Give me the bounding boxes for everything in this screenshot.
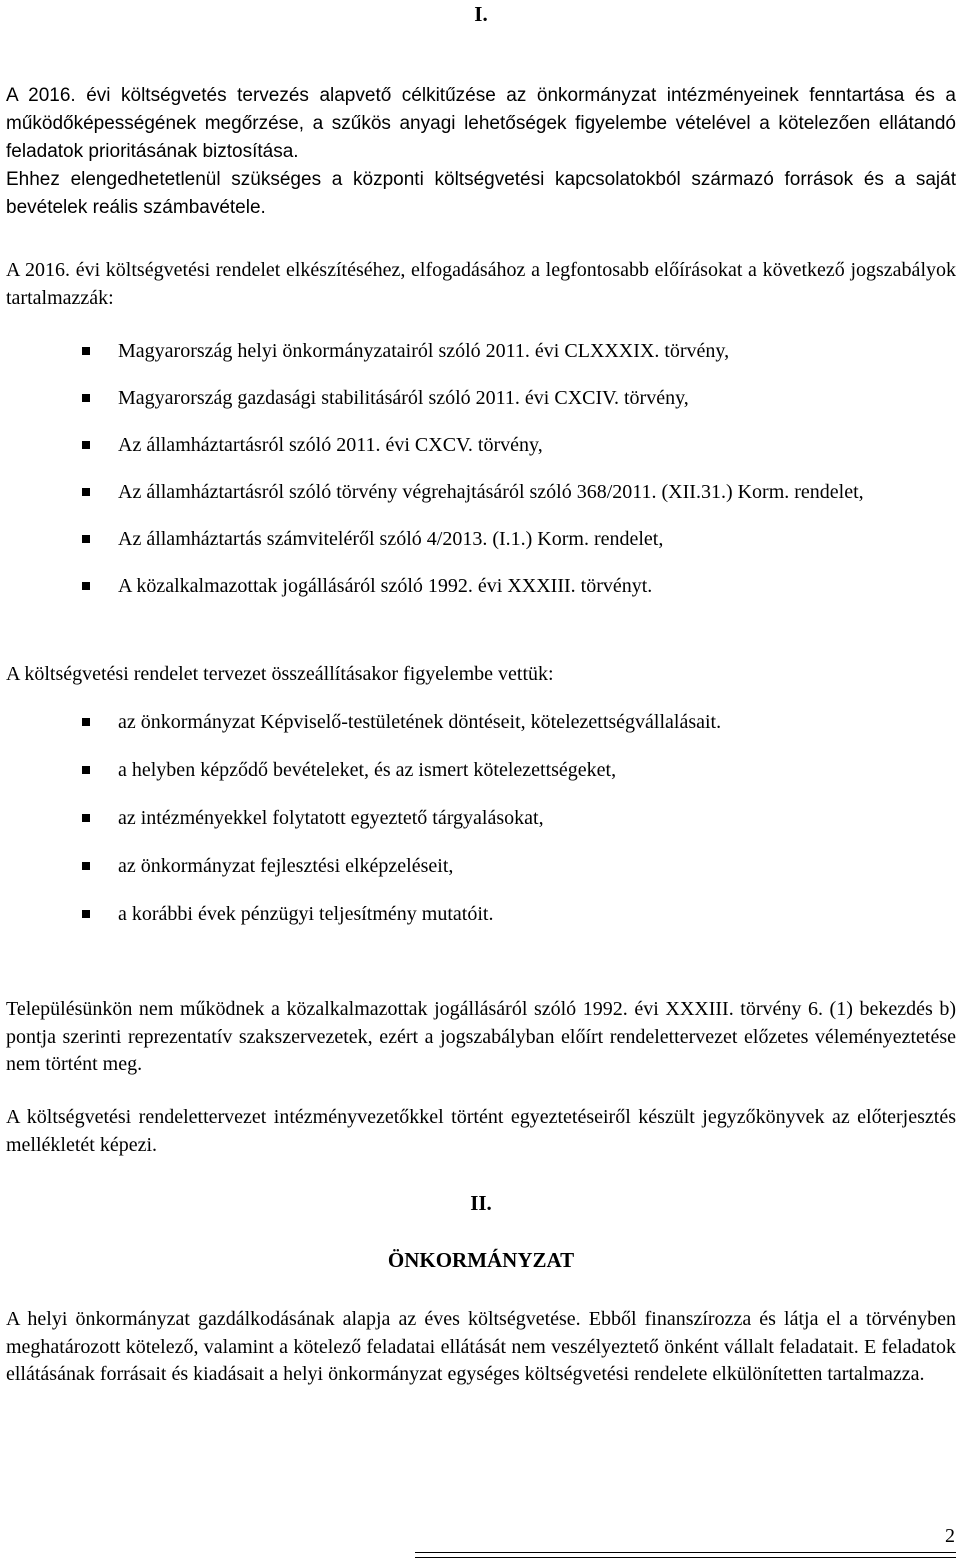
list-item: az intézményekkel folytatott egyeztető tárgyalásokat, [6, 805, 956, 832]
legal-block [6, 257, 956, 600]
intro-block [6, 82, 956, 222]
section-heading-3: ÖNKORMÁNYZAT [387, 1248, 575, 1272]
list-item: Az államháztartásról szóló 2011. évi CXCV. törvény, [6, 432, 956, 459]
page-number: 2 [945, 1525, 955, 1547]
footer-rule [415, 1552, 956, 1558]
considered-block [6, 661, 956, 928]
section-heading-2: II. [470, 1191, 492, 1215]
list-item: a helyben képződő bevételeket, és az ismert kötelezettségeket, [6, 757, 956, 784]
legal-list [6, 338, 956, 600]
considered-intro-paragraph: A költségvetési rendelet tervezet összeállításakor figyelembe vettük: [6, 663, 554, 685]
list-item: az önkormányzat Képviselő-testületének döntéseit, kötelezettségvállalásait. [6, 709, 956, 736]
list-item: Az államháztartás számviteléről szóló 4/2013. (I.1.) Korm. rendelet, [6, 526, 956, 553]
document-page [6, 0, 956, 1561]
legal-intro-paragraph: A 2016. évi költségvetési rendelet elkészítéséhez, elfogadásához a legfontosabb előírásokat a következő jogszabályok tartalmazzák: [6, 259, 956, 309]
minutes-paragraph: A költségvetési rendelettervezet intézményvezetőkkel történt egyeztetéseiről készült jegyzőkönyvek az előterjesztés mellékletét képezi. [6, 1106, 956, 1156]
list-item: az önkormányzat fejlesztési elképzeléseit, [6, 853, 956, 880]
list-item: Magyarország gazdasági stabilitásáról szóló 2011. évi CXCIV. törvény, [6, 385, 956, 412]
list-item: a korábbi évek pénzügyi teljesítmény mutatóit. [6, 901, 956, 928]
list-item: Az államháztartásról szóló törvény végrehajtásáról szóló 368/2011. (XII.31.) Korm. rendelet, [6, 479, 956, 506]
considered-list [6, 709, 956, 928]
list-item: Magyarország helyi önkormányzatairól szóló 2011. évi CLXXXIX. törvény, [6, 338, 956, 365]
final-paragraph: A helyi önkormányzat gazdálkodásának alapja az éves költségvetése. Ebből finanszírozza és látja el a törvényben meghatározott kötelező, valamint a kötelező feladatai ellátását nem veszélyeztető önként vállalt feladatait. E feladatok ellátásának forrásait és kiadásait a helyi önkormányzat egységes költségvetési rendelete elkülönítetten tartalmazza. [6, 1308, 956, 1385]
section-heading-1: I. [474, 2, 488, 26]
union-paragraph: Településünkön nem működnek a közalkalmazottak jogállásáról szóló 1992. évi XXXIII. törvény 6. (1) bekezdés b) pontja szerinti reprezentatív szakszervezetek, ezért a jogszabályban előírt rendelettervezet előzetes véleményeztetése nem történt meg. [6, 998, 956, 1075]
intro-paragraph-2: Ehhez elengedhetetlenül szükséges a központi költségvetési kapcsolatokból származó források és a saját bevételek reális számbavétele. [6, 169, 956, 218]
list-item: A közalkalmazottak jogállásáról szóló 1992. évi XXXIII. törvényt. [6, 573, 956, 600]
intro-paragraph-1: A 2016. évi költségvetés tervezés alapvető célkitűzése az önkormányzat intézményeinek fenntartása és a működőképességének megőrzése, a szűkös anyagi lehetőségek figyelembe vételével a kötelezően ellátandó feladatok prioritásának biztosítása. [6, 85, 956, 162]
